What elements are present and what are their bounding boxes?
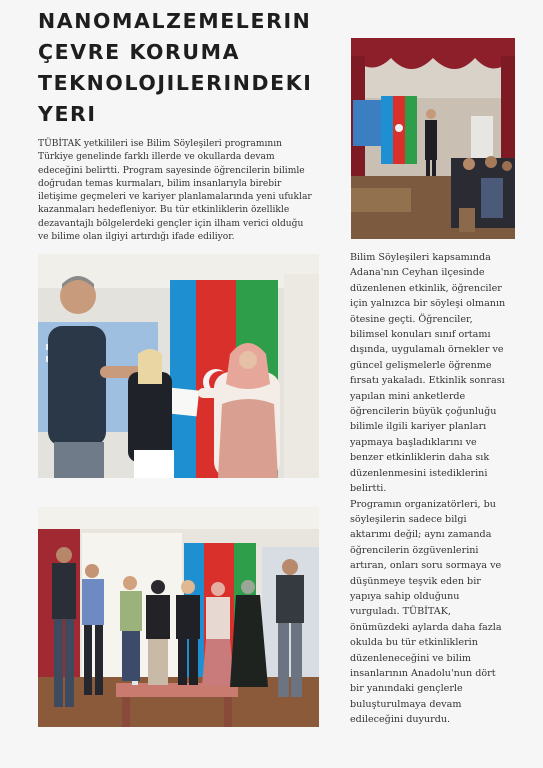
body-line: buluşturulmaya devam (350, 698, 462, 710)
photo-auditorium-speaker (351, 38, 515, 239)
body-line: için yalnızca bir söyleşi olmanın (350, 298, 506, 310)
intro-line: iletişime geçmeleri ve kariyer planlamalarında yeni ufuklar (38, 192, 312, 203)
intro-line: Türkiye genelinde farklı illerde ve okullarda devam (38, 152, 275, 163)
body-line: bir yanındaki gençlerle (350, 683, 463, 695)
intro-line: ve bilime olan ilgiyi artırdığı ifade ediliyor. (38, 232, 235, 243)
title-line: ÇEVRE KORUMA (38, 40, 241, 64)
body-line: Programın organizatörleri, bu (350, 498, 496, 510)
body-line: Bilim Söyleşileri kapsamında (350, 252, 491, 263)
body-line: düzenlenmesini istediklerini (350, 467, 488, 479)
intro-line: dezavantajlı bölgelerdeki gençler için ilham verici olduğu (38, 218, 304, 229)
intro-paragraph (38, 138, 328, 244)
body-line: öğrencilerin özgüvenlerini (350, 544, 479, 556)
body-line: Adana'nın Ceyhan ilçesinde (350, 267, 485, 279)
body-line: bilimsel konuları sınıf ortamı (350, 329, 491, 341)
intro-line: edeceğini belirtti. Program sayesinde öğrencilerin bilimle (38, 165, 305, 176)
intro-line: kazanmaları hedefleniyor. Bu tür etkinliklerin özellikle (38, 205, 290, 216)
body-line: edileceğini duyurdu. (350, 714, 451, 726)
photo-auditorium-image (351, 38, 515, 239)
body-line: yapılan mini anketlerde (350, 390, 466, 402)
body-line: önümüzdeki aylarda daha fazla (350, 621, 502, 633)
body-line: insanlarının Anadolu'nun dört (350, 667, 496, 679)
body-line: yapmaya başladıklarını ve (350, 436, 477, 448)
page-title (38, 6, 338, 130)
body-line: okulda bu tür etkinliklerin (350, 637, 478, 649)
body-line: ötesine geçti. Öğrenciler, (350, 313, 473, 325)
body-line: öğrencilerin büyük çoğunluğu (350, 406, 497, 418)
body-line: düzenleneceğini ve bilim (350, 652, 471, 664)
photo-certificate-handover (38, 254, 319, 478)
body-line: belirtti. (350, 483, 387, 495)
photo-certificate-image (38, 254, 319, 478)
body-line: vurguladı. TÜBİTAK, (350, 606, 451, 618)
intro-line: TÜBİTAK yetkilileri ise Bilim Söyleşileri programının (38, 139, 282, 149)
body-line: artıran, onları soru sormaya ve (350, 560, 502, 572)
body-line: güncel gelişmelerle öğrenme (350, 359, 492, 371)
photo-group (38, 507, 319, 727)
body-line: yapıya sahip olduğunu (350, 590, 460, 602)
title-line: NANOMALZEMELERIN (38, 9, 312, 33)
body-line: düzenlenen etkinlik, öğrenciler (350, 282, 502, 294)
body-line: aktarımı değil; aynı zamanda (350, 529, 492, 541)
intro-line: doğrudan temas kurmaları, bilim insanlarıyla birebir (38, 178, 282, 189)
body-line: söyleşilerin sadece bilgi (350, 513, 467, 525)
body-line: bilimle ilgili kariyer planları (350, 421, 487, 433)
body-line: benzer etkinliklerin daha sık (350, 452, 490, 464)
title-line: TEKNOLOJILERINDEKI (38, 71, 313, 95)
body-line: dışında, uygulamalı örnekler ve (350, 344, 504, 356)
photo-group-image (38, 507, 319, 727)
body-line: fırsatı yakaladı. Etkinlik sonrası (350, 375, 505, 387)
body-line: düşünmeye teşvik eden bir (350, 575, 481, 587)
title-line: YERI (38, 102, 97, 126)
body-column-right (350, 250, 530, 728)
